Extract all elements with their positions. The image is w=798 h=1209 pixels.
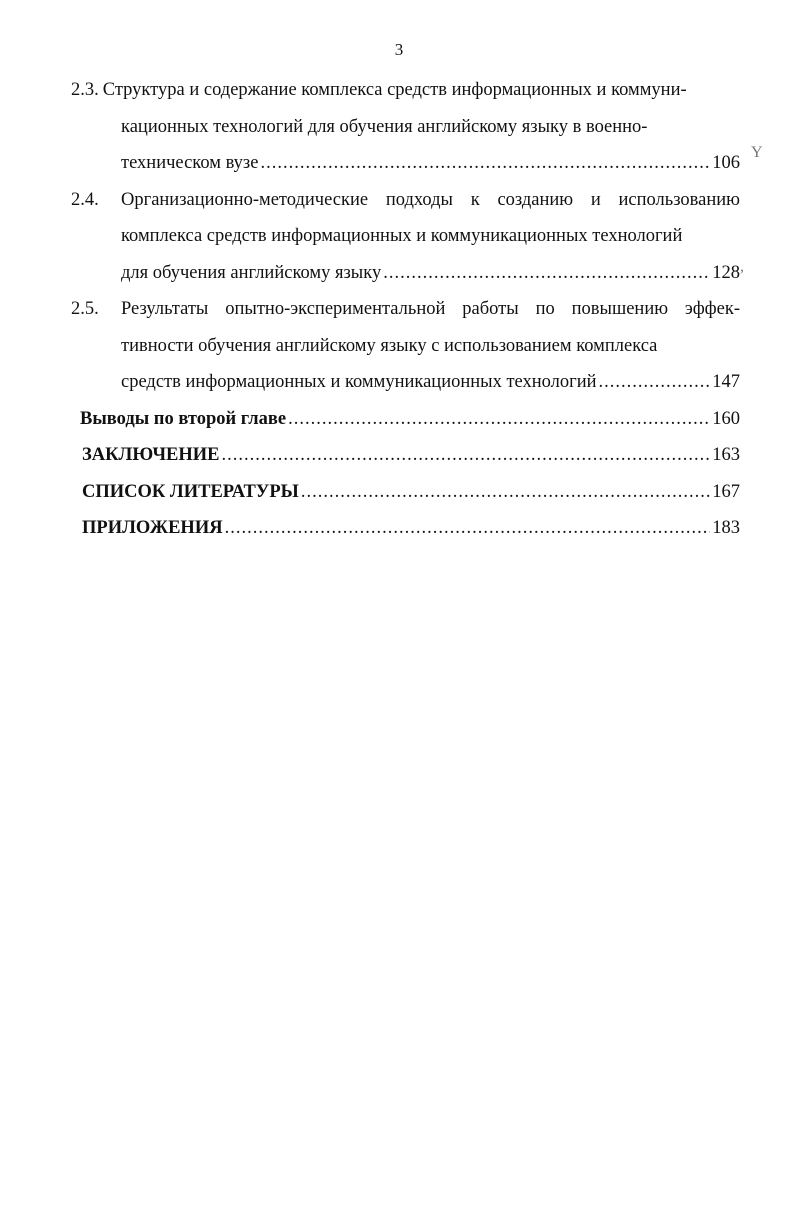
- toc-entry-last-line: [71, 255, 740, 292]
- toc-entry-line: [71, 72, 740, 109]
- dot-leader: [599, 364, 711, 401]
- toc-entry-2-4: [71, 182, 740, 292]
- toc-page-number: 147: [712, 372, 740, 392]
- dot-leader: [260, 145, 710, 182]
- dot-leader: [383, 255, 710, 292]
- toc-entry-number: 2.3.: [71, 80, 99, 100]
- toc-entry-title-line: тивности обучения английскому языку с использованием комплекса: [121, 335, 658, 356]
- margin-pencil-mark: ,: [740, 258, 744, 275]
- toc-entry-title-line: техническом вузе: [121, 153, 259, 173]
- dot-leader: [288, 401, 710, 438]
- toc-entry-title-line: средств информационных и коммуникационных технологий: [121, 372, 597, 392]
- toc-entry-line: [71, 328, 740, 365]
- toc-entry-line: [71, 182, 740, 219]
- toc-appendices-title: ПРИЛОЖЕНИЯ: [82, 518, 223, 538]
- toc-entry-number: 2.4.: [71, 189, 99, 210]
- toc-page-number: 183: [712, 518, 740, 538]
- dot-leader: [225, 510, 711, 547]
- toc-entry-title-line: кационных технологий для обучения английскому языку в военно-: [121, 116, 648, 137]
- toc-entry-summary: [71, 401, 740, 438]
- toc-page-number: 106: [712, 153, 740, 173]
- dot-leader: [222, 437, 711, 474]
- toc-entry-references: [71, 474, 740, 511]
- toc-entry-title-line: для обучения английскому языку: [121, 262, 382, 283]
- toc-page-number: 160: [712, 408, 740, 429]
- toc-summary-title: Выводы по второй главе: [80, 408, 287, 429]
- toc-entry-line: [71, 218, 740, 255]
- page-number: 3: [394, 40, 404, 59]
- toc-entry-appendices: [71, 510, 740, 547]
- toc-page-number: 163: [712, 445, 740, 465]
- toc-page-number: 167: [712, 481, 740, 502]
- toc-entry-last-line: [71, 364, 740, 401]
- toc-entry-2-3: [71, 72, 740, 182]
- table-of-contents: [71, 72, 740, 547]
- toc-entry-line: [71, 291, 740, 328]
- margin-pencil-mark: Y: [751, 144, 763, 161]
- toc-entry-title-line: комплекса средств информационных и коммуникационных технологий: [121, 226, 683, 246]
- toc-entry-last-line: [71, 145, 740, 182]
- toc-entry-line: [71, 109, 740, 146]
- toc-entry-2-5: [71, 291, 740, 401]
- toc-page-number: 128: [712, 262, 740, 283]
- toc-conclusion-title: ЗАКЛЮЧЕНИЕ: [82, 445, 220, 465]
- toc-references-title: СПИСОК ЛИТЕРАТУРЫ: [82, 481, 299, 502]
- dot-leader: [301, 474, 710, 511]
- toc-entry-conclusion: [71, 437, 740, 474]
- toc-entry-title-line: Структура и содержание комплекса средств информационных и коммуни-: [102, 80, 687, 100]
- toc-entry-title-line: Результаты опытно-экспериментальной работы по повышению эффек-: [121, 299, 740, 319]
- toc-entry-title-line: Организационно-методические подходы к созданию и использованию: [121, 189, 740, 210]
- toc-entry-number: 2.5.: [71, 299, 99, 319]
